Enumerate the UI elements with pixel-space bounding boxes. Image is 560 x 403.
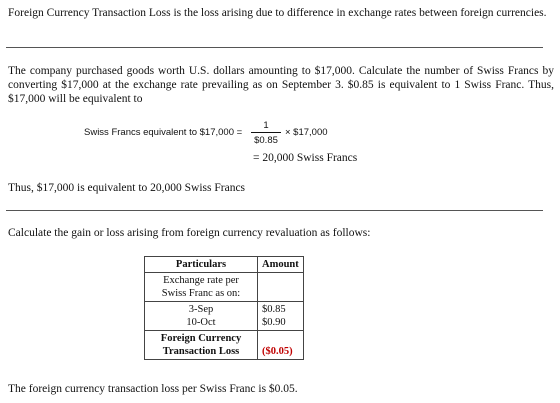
row1-date: 3-Sep (188, 304, 214, 315)
rate-label-cell (145, 273, 258, 302)
equation-fraction (251, 120, 281, 146)
row2-amount: $0.90 (262, 317, 286, 328)
intro-paragraph: Foreign Currency Transaction Loss is the loss arising due to difference in exchange rates between foreign currencies. (8, 7, 547, 19)
row2-date: 10-Oct (186, 317, 216, 328)
loss-label-cell (145, 331, 258, 360)
row1-amount: $0.85 (262, 304, 286, 315)
conclusion-1: Thus, $17,000 is equivalent to 20,000 Swiss Francs (8, 182, 246, 194)
table-row (145, 273, 304, 302)
amount-cell (258, 302, 304, 331)
divider (6, 47, 543, 48)
loss-amount: ($0.05) (262, 346, 293, 357)
conclusion-2: The foreign currency transaction loss per Swiss Franc is $0.05. (8, 383, 298, 395)
table-row (145, 302, 304, 331)
empty-cell (258, 273, 304, 302)
rate-label-line1: Exchange rate per (163, 275, 239, 286)
equation-multiplier: × $17,000 (285, 127, 328, 138)
equation-lhs: Swiss Francs equivalent to $17,000 = (84, 127, 243, 138)
fraction-denominator: $0.85 (254, 135, 278, 146)
header-amount: Amount (258, 257, 304, 273)
header-particulars: Particulars (145, 257, 258, 273)
fraction-bar (251, 132, 281, 133)
step2-paragraph: Calculate the gain or loss arising from foreign currency revaluation as follows: (8, 227, 371, 239)
loss-amount-cell (258, 331, 304, 360)
rate-label-line2: Swiss Franc as on: (161, 288, 241, 299)
table-header-row (145, 257, 304, 273)
divider (6, 210, 543, 211)
step1-paragraph: The company purchased goods worth U.S. dollars amounting to $17,000. Calculate the number of Swiss Francs by converting $17,000 at the exchange rate prevailing as on September 3. $0.85 is equivalent to 1 Swiss Franc. Thus, $17,000 will be equivalent to (8, 65, 554, 105)
loss-label-line2: Transaction Loss (162, 346, 240, 357)
fraction-numerator: 1 (263, 120, 269, 131)
revaluation-table (144, 256, 304, 360)
date-cell (145, 302, 258, 331)
table-row (145, 331, 304, 360)
equation-result: = 20,000 Swiss Francs (253, 152, 358, 164)
loss-label-line1: Foreign Currency (160, 333, 242, 344)
